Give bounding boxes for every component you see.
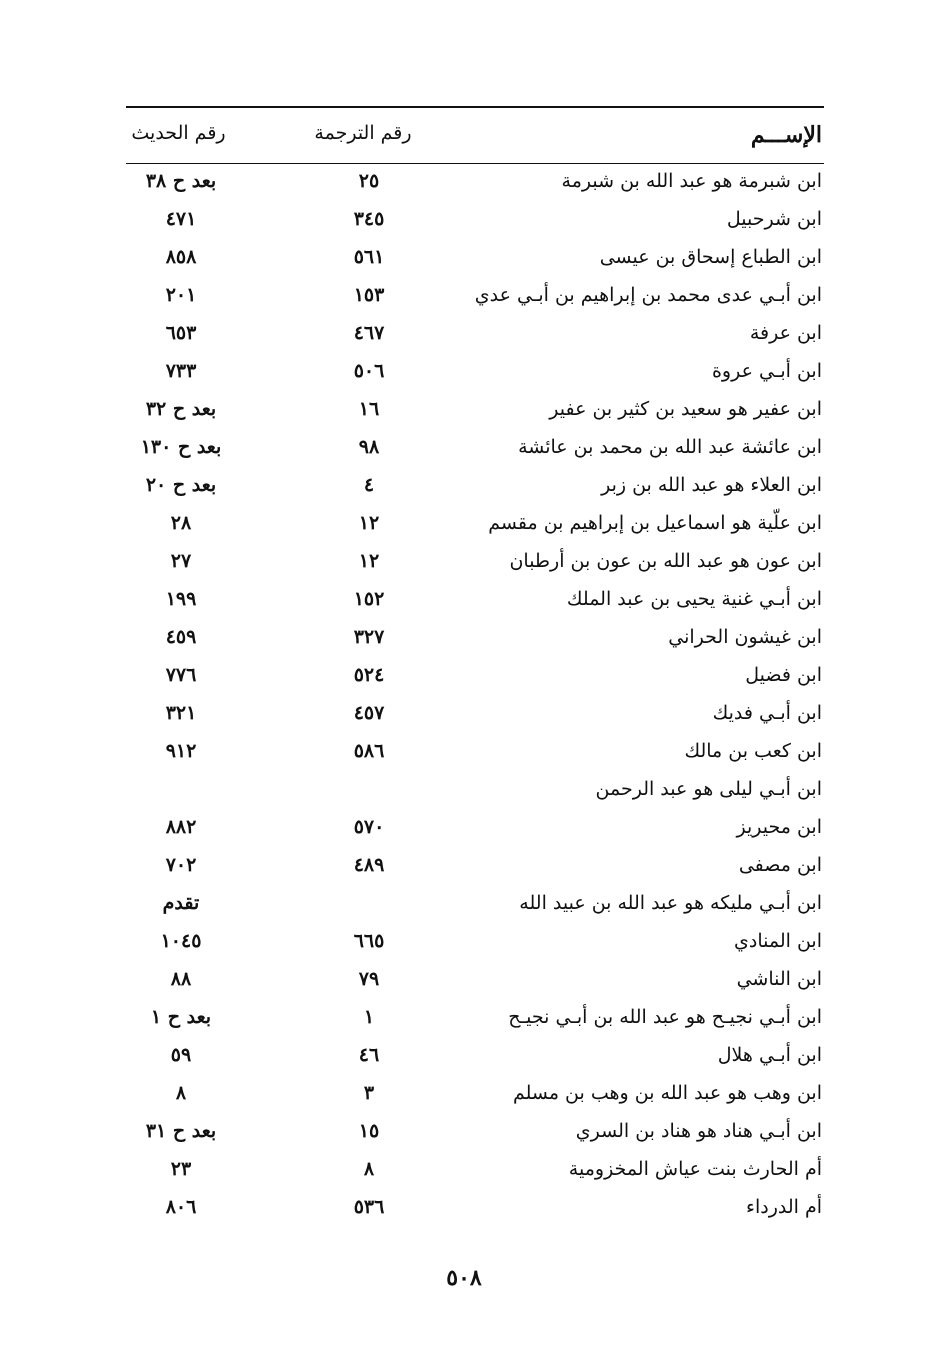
table-row <box>126 394 824 432</box>
table-row <box>126 964 824 1002</box>
row-translation-number: ٤ <box>363 474 375 496</box>
row-translation-number: ٥٠٦ <box>353 360 385 382</box>
row-name: ابن عفير هو سعيد بن كثير بن عفير <box>549 398 822 420</box>
table-row <box>126 774 824 812</box>
table-row <box>126 356 824 394</box>
row-translation-number: ٥٧٠ <box>353 816 385 838</box>
row-name: ابن محيريز <box>736 816 822 838</box>
row-hadith-number: ٨٨ <box>170 968 192 990</box>
table-row <box>126 850 824 888</box>
row-hadith-number: ٢٠١ <box>165 284 197 306</box>
table-row <box>126 1040 824 1078</box>
table-row <box>126 280 824 318</box>
row-hadith-number: ٢٨ <box>170 512 192 534</box>
row-hadith-number: ٨٥٨ <box>165 246 197 268</box>
page-number: ٥٠٨ <box>446 1265 482 1291</box>
row-hadith-number: ٨ <box>175 1082 187 1104</box>
table-header <box>126 112 824 160</box>
row-name: ابن غيشون الحراني <box>668 626 822 648</box>
row-hadith-number: ٧٠٢ <box>165 854 197 876</box>
row-hadith-number: بعد ح ٢٠ <box>145 474 217 496</box>
table-row <box>126 812 824 850</box>
row-translation-number: ٣٢٧ <box>353 626 385 648</box>
row-hadith-number: ٢٣ <box>170 1158 192 1180</box>
header-hadith-number: رقم الحديث <box>131 122 226 144</box>
table-row <box>126 318 824 356</box>
row-name: ابن مصفى <box>738 854 822 876</box>
row-hadith-number: ٤٥٩ <box>165 626 197 648</box>
row-name: ابن شرحبيل <box>726 208 822 230</box>
row-translation-number: ٣٤٥ <box>353 208 385 230</box>
table-row <box>126 888 824 926</box>
table-row <box>126 470 824 508</box>
row-translation-number: ٢٥ <box>358 170 380 192</box>
row-translation-number: ١٥٣ <box>353 284 385 306</box>
row-translation-number: ١٢ <box>358 550 380 572</box>
table-row <box>126 736 824 774</box>
row-name: ابن أبـي هلال <box>717 1044 822 1066</box>
table-row <box>126 584 824 622</box>
row-hadith-number: بعد ح ١٣٠ <box>140 436 222 458</box>
row-name: ابن وهب هو عبد الله بن وهب بن مسلم <box>512 1082 822 1104</box>
table-row <box>126 546 824 584</box>
header-name: الإســـم <box>750 122 822 148</box>
row-name: ابن أبـي غنية يحيى بن عبد الملك <box>566 588 822 610</box>
row-translation-number: ٤٨٩ <box>353 854 385 876</box>
table-row <box>126 432 824 470</box>
row-name: ابن أبـي ليلى هو عبد الرحمن <box>595 778 822 800</box>
row-name: ابن أبـي نجيـح هو عبد الله بن أبـي نجيـح <box>508 1006 822 1028</box>
row-translation-number: ٥٢٤ <box>353 664 385 686</box>
row-name: ابن أبـي عدى محمد بن إبراهيم بن أبـي عدي <box>474 284 822 306</box>
row-name: ابن أبـي عروة <box>711 360 822 382</box>
table-row <box>126 622 824 660</box>
row-translation-number: ٧٩ <box>358 968 380 990</box>
row-name: ابن أبـي فديك <box>712 702 822 724</box>
row-translation-number: ٥٨٦ <box>353 740 385 762</box>
row-hadith-number: ٢٧ <box>170 550 192 572</box>
row-translation-number: ١٥ <box>358 1120 380 1142</box>
row-translation-number: ١ <box>363 1006 375 1028</box>
row-hadith-number: ٥٩ <box>170 1044 192 1066</box>
row-name: ابن فضيل <box>745 664 822 686</box>
row-hadith-number: ١٠٤٥ <box>160 930 202 952</box>
row-hadith-number: ٤٧١ <box>165 208 197 230</box>
table-row <box>126 204 824 242</box>
table-row <box>126 1002 824 1040</box>
row-translation-number: ٣ <box>363 1082 375 1104</box>
row-name: ابن عرفة <box>749 322 822 344</box>
header-rule <box>126 163 824 164</box>
row-translation-number: ٩٨ <box>358 436 380 458</box>
top-rule <box>126 106 824 108</box>
table-row <box>126 660 824 698</box>
row-name: ابن عون هو عبد الله بن عون بن أرطبان <box>509 550 822 572</box>
row-hadith-number: تقدم <box>162 892 200 914</box>
table-row <box>126 1116 824 1154</box>
row-hadith-number: ٨٨٢ <box>165 816 197 838</box>
row-name: ابن أبـي مليكه هو عبد الله بن عبيد الله <box>519 892 822 914</box>
row-name: ابن المنادي <box>734 930 822 952</box>
row-translation-number: ١٥٢ <box>353 588 385 610</box>
row-name: أم الدرداء <box>746 1196 822 1218</box>
row-translation-number: ١٦ <box>358 398 380 420</box>
row-translation-number: ١٢ <box>358 512 380 534</box>
row-hadith-number: ٣٢١ <box>165 702 197 724</box>
row-hadith-number: بعد ح ٣٨ <box>145 170 217 192</box>
row-translation-number: ٤٦ <box>358 1044 380 1066</box>
row-hadith-number: بعد ح ١ <box>150 1006 212 1028</box>
row-name: ابن علّية هو اسماعيل بن إبراهيم بن مقسم <box>488 512 822 534</box>
row-hadith-number: بعد ح ٣١ <box>145 1120 217 1142</box>
row-hadith-number: ٧٣٣ <box>165 360 197 382</box>
row-name: ابن كعب بن مالك <box>684 740 822 762</box>
row-hadith-number: ١٩٩ <box>165 588 197 610</box>
table-row <box>126 242 824 280</box>
table-row <box>126 926 824 964</box>
table-row <box>126 1078 824 1116</box>
row-name: ابن الطباع إسحاق بن عيسى <box>599 246 822 268</box>
row-hadith-number: ٧٧٦ <box>165 664 197 686</box>
row-translation-number: ٤٦٧ <box>353 322 385 344</box>
row-translation-number: ٨ <box>363 1158 375 1180</box>
row-name: ابن عائشة عبد الله بن محمد بن عائشة <box>518 436 822 458</box>
row-translation-number: ٤٥٧ <box>353 702 385 724</box>
table-row <box>126 166 824 204</box>
table-row <box>126 1154 824 1192</box>
row-translation-number: ٥٣٦ <box>353 1196 385 1218</box>
row-name: ابن أبـي هناد هو هناد بن السري <box>575 1120 822 1142</box>
row-hadith-number: بعد ح ٣٢ <box>145 398 217 420</box>
row-name: ابن شبرمة هو عبد الله بن شبرمة <box>561 170 822 192</box>
row-hadith-number: ٨٠٦ <box>165 1196 197 1218</box>
table-row <box>126 1192 824 1230</box>
row-translation-number: ٥٦١ <box>353 246 385 268</box>
header-translation-number: رقم الترجمة <box>314 122 412 144</box>
row-name: ابن العلاء هو عبد الله بن زبر <box>601 474 822 496</box>
row-name: أم الحارث بنت عياش المخزومية <box>568 1158 822 1180</box>
row-translation-number: ٦٦٥ <box>353 930 385 952</box>
table-row <box>126 698 824 736</box>
row-hadith-number: ٩١٢ <box>165 740 197 762</box>
index-table-body <box>126 166 824 1230</box>
row-hadith-number: ٦٥٣ <box>165 322 197 344</box>
row-name: ابن الناشي <box>736 968 822 990</box>
table-row <box>126 508 824 546</box>
